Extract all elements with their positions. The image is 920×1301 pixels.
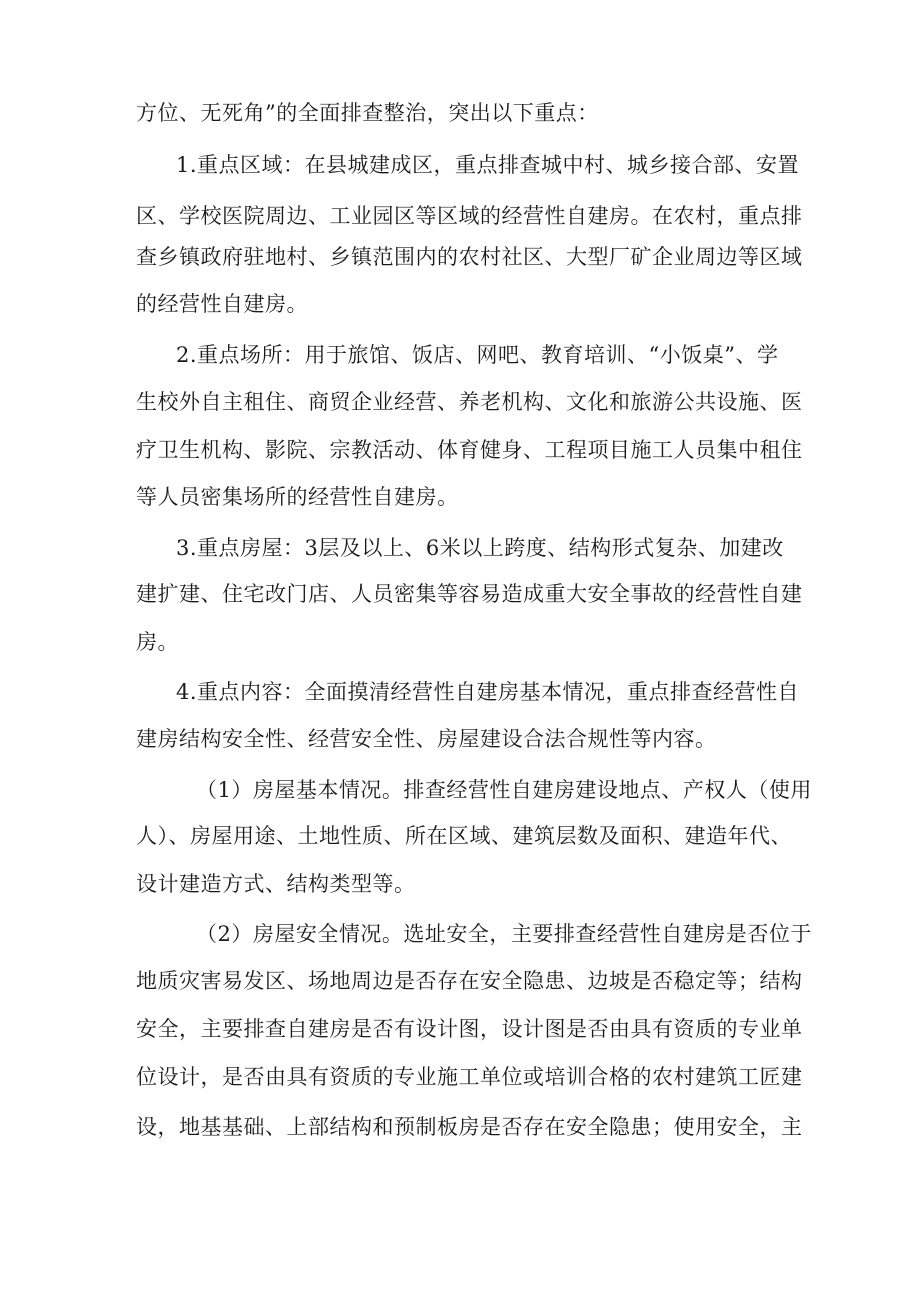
paragraph-line: （1）房屋基本情况。排查经营性自建房建设地点、产权人（使用: [196, 778, 812, 802]
paragraph-line: 2.重点场所：用于旅馆、饭店、网吧、教育培训、“小饭桌”、学: [176, 343, 779, 367]
paragraph-line: 方位、无死角”的全面排查整治，突出以下重点：: [136, 101, 599, 125]
paragraph-line: 疗卫生机构、影院、宗教活动、体育健身、工程项目施工人员集中租住: [136, 438, 803, 462]
paragraph-line: 设计建造方式、结构类型等。: [136, 872, 416, 896]
paragraph-line: 设，地基基础、上部结构和预制板房是否存在安全隐患；使用安全，主: [136, 1115, 803, 1139]
paragraph-line: 4.重点内容：全面摸清经营性自建房基本情况，重点排查经营性自: [176, 680, 800, 704]
paragraph-line: 1.重点区域：在县城建成区，重点排查城中村、城乡接合部、安置: [176, 153, 800, 177]
paragraph-line: 3.重点房屋：3层及以上、6米以上跨度、结构形式复杂、加建改: [176, 536, 784, 560]
paragraph-line: 地质灾害易发区、场地周边是否存在安全隐患、边坡是否稳定等；结构: [136, 969, 803, 993]
paragraph-line: （2）房屋安全情况。选址安全，主要排查经营性自建房是否位于: [196, 922, 812, 946]
paragraph-line: 位设计，是否由具有资质的专业施工单位或培训合格的农村建筑工匠建: [136, 1065, 803, 1089]
paragraph-line: 区、学校医院周边、工业园区等区域的经营性自建房。在农村，重点排: [136, 204, 803, 228]
paragraph-line: 查乡镇政府驻地村、乡镇范围内的农村社区、大型厂矿企业周边等区域: [136, 245, 803, 269]
paragraph-line: 人）、房屋用途、土地性质、所在区域、建筑层数及面积、建造年代、: [136, 824, 792, 848]
paragraph-line: 房。: [136, 630, 179, 654]
paragraph-line: 安全，主要排查自建房是否有设计图，设计图是否由具有资质的专业单: [136, 1017, 803, 1041]
paragraph-line: 等人员密集场所的经营性自建房。: [136, 485, 459, 509]
paragraph-line: 建扩建、住宅改门店、人员密集等容易造成重大安全事故的经营性自建: [136, 582, 803, 606]
paragraph-line: 建房结构安全性、经营安全性、房屋建设合法合规性等内容。: [136, 727, 717, 751]
paragraph-line: 的经营性自建房。: [136, 292, 308, 316]
paragraph-line: 生校外自主租住、商贸企业经营、养老机构、文化和旅游公共设施、医: [136, 390, 803, 414]
